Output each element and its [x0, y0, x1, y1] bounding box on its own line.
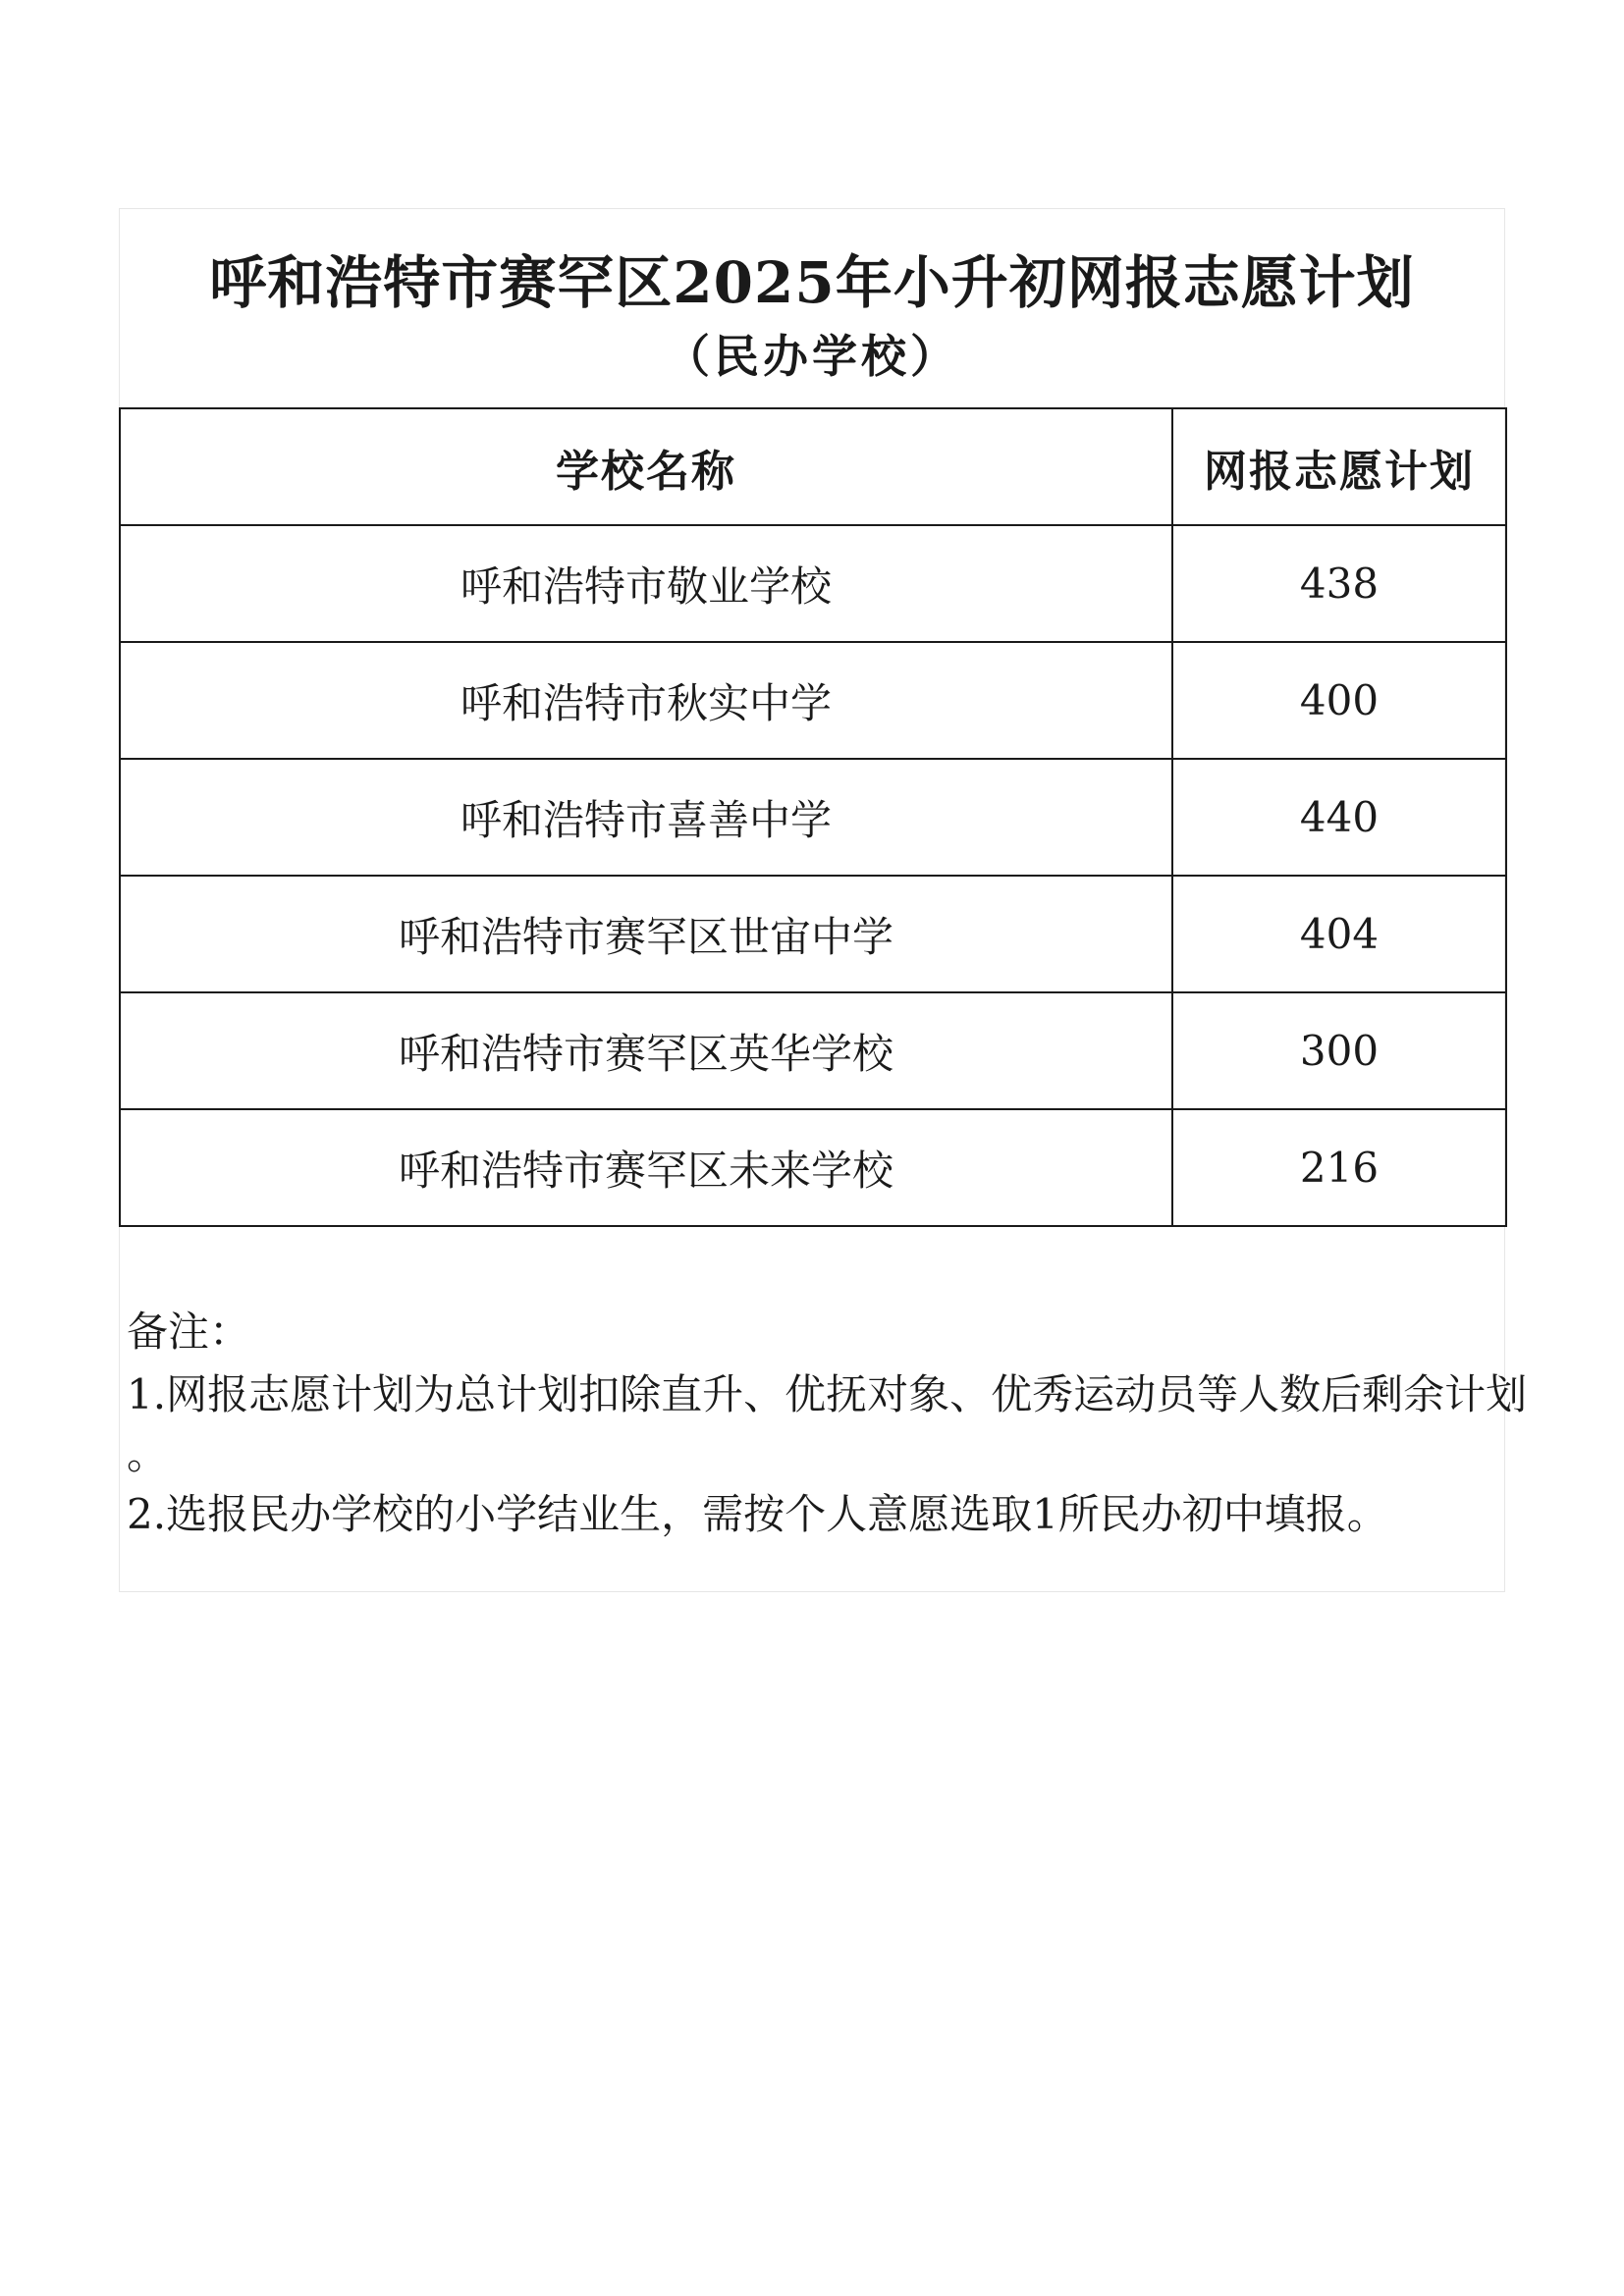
table-header-row	[120, 408, 1506, 525]
plan-count-cell: 404	[1172, 876, 1506, 992]
note-item-2: 2.选报民办学校的小学结业生，需按个人意愿选取1所民办初中填报。	[127, 1490, 1388, 1538]
plan-count-cell: 440	[1172, 759, 1506, 876]
school-name-cell: 呼和浩特市赛罕区未来学校	[120, 1109, 1172, 1226]
header-plan: 网报志愿计划	[1172, 408, 1506, 525]
table-row	[120, 642, 1506, 759]
plan-count-cell: 300	[1172, 992, 1506, 1109]
notes-heading: 备注：	[127, 1308, 251, 1356]
note-item-1-tail: 。	[127, 1430, 169, 1478]
document-sheet	[119, 208, 1528, 1592]
school-name-cell: 呼和浩特市秋实中学	[120, 642, 1172, 759]
plan-table	[119, 407, 1507, 1227]
table-row	[120, 992, 1506, 1109]
header-school-name: 学校名称	[120, 408, 1172, 525]
table-row	[120, 759, 1506, 876]
note-item-1: 1.网报志愿计划为总计划扣除直升、优抚对象、优秀运动员等人数后剩余计划	[127, 1370, 1528, 1418]
school-name-cell: 呼和浩特市喜善中学	[120, 759, 1172, 876]
school-name-cell: 呼和浩特市赛罕区世宙中学	[120, 876, 1172, 992]
table-row	[120, 1109, 1506, 1226]
table-row	[120, 876, 1506, 992]
plan-count-cell: 216	[1172, 1109, 1506, 1226]
plan-count-cell: 438	[1172, 525, 1506, 642]
school-name-cell: 呼和浩特市赛罕区英华学校	[120, 992, 1172, 1109]
school-name-cell: 呼和浩特市敬业学校	[120, 525, 1172, 642]
plan-count-cell: 400	[1172, 642, 1506, 759]
table-row	[120, 525, 1506, 642]
page-title: 呼和浩特市赛罕区2025年小升初网报志愿计划	[209, 249, 1415, 316]
notes-section	[127, 1301, 1528, 1546]
page-subtitle: （民办学校）	[665, 330, 959, 383]
